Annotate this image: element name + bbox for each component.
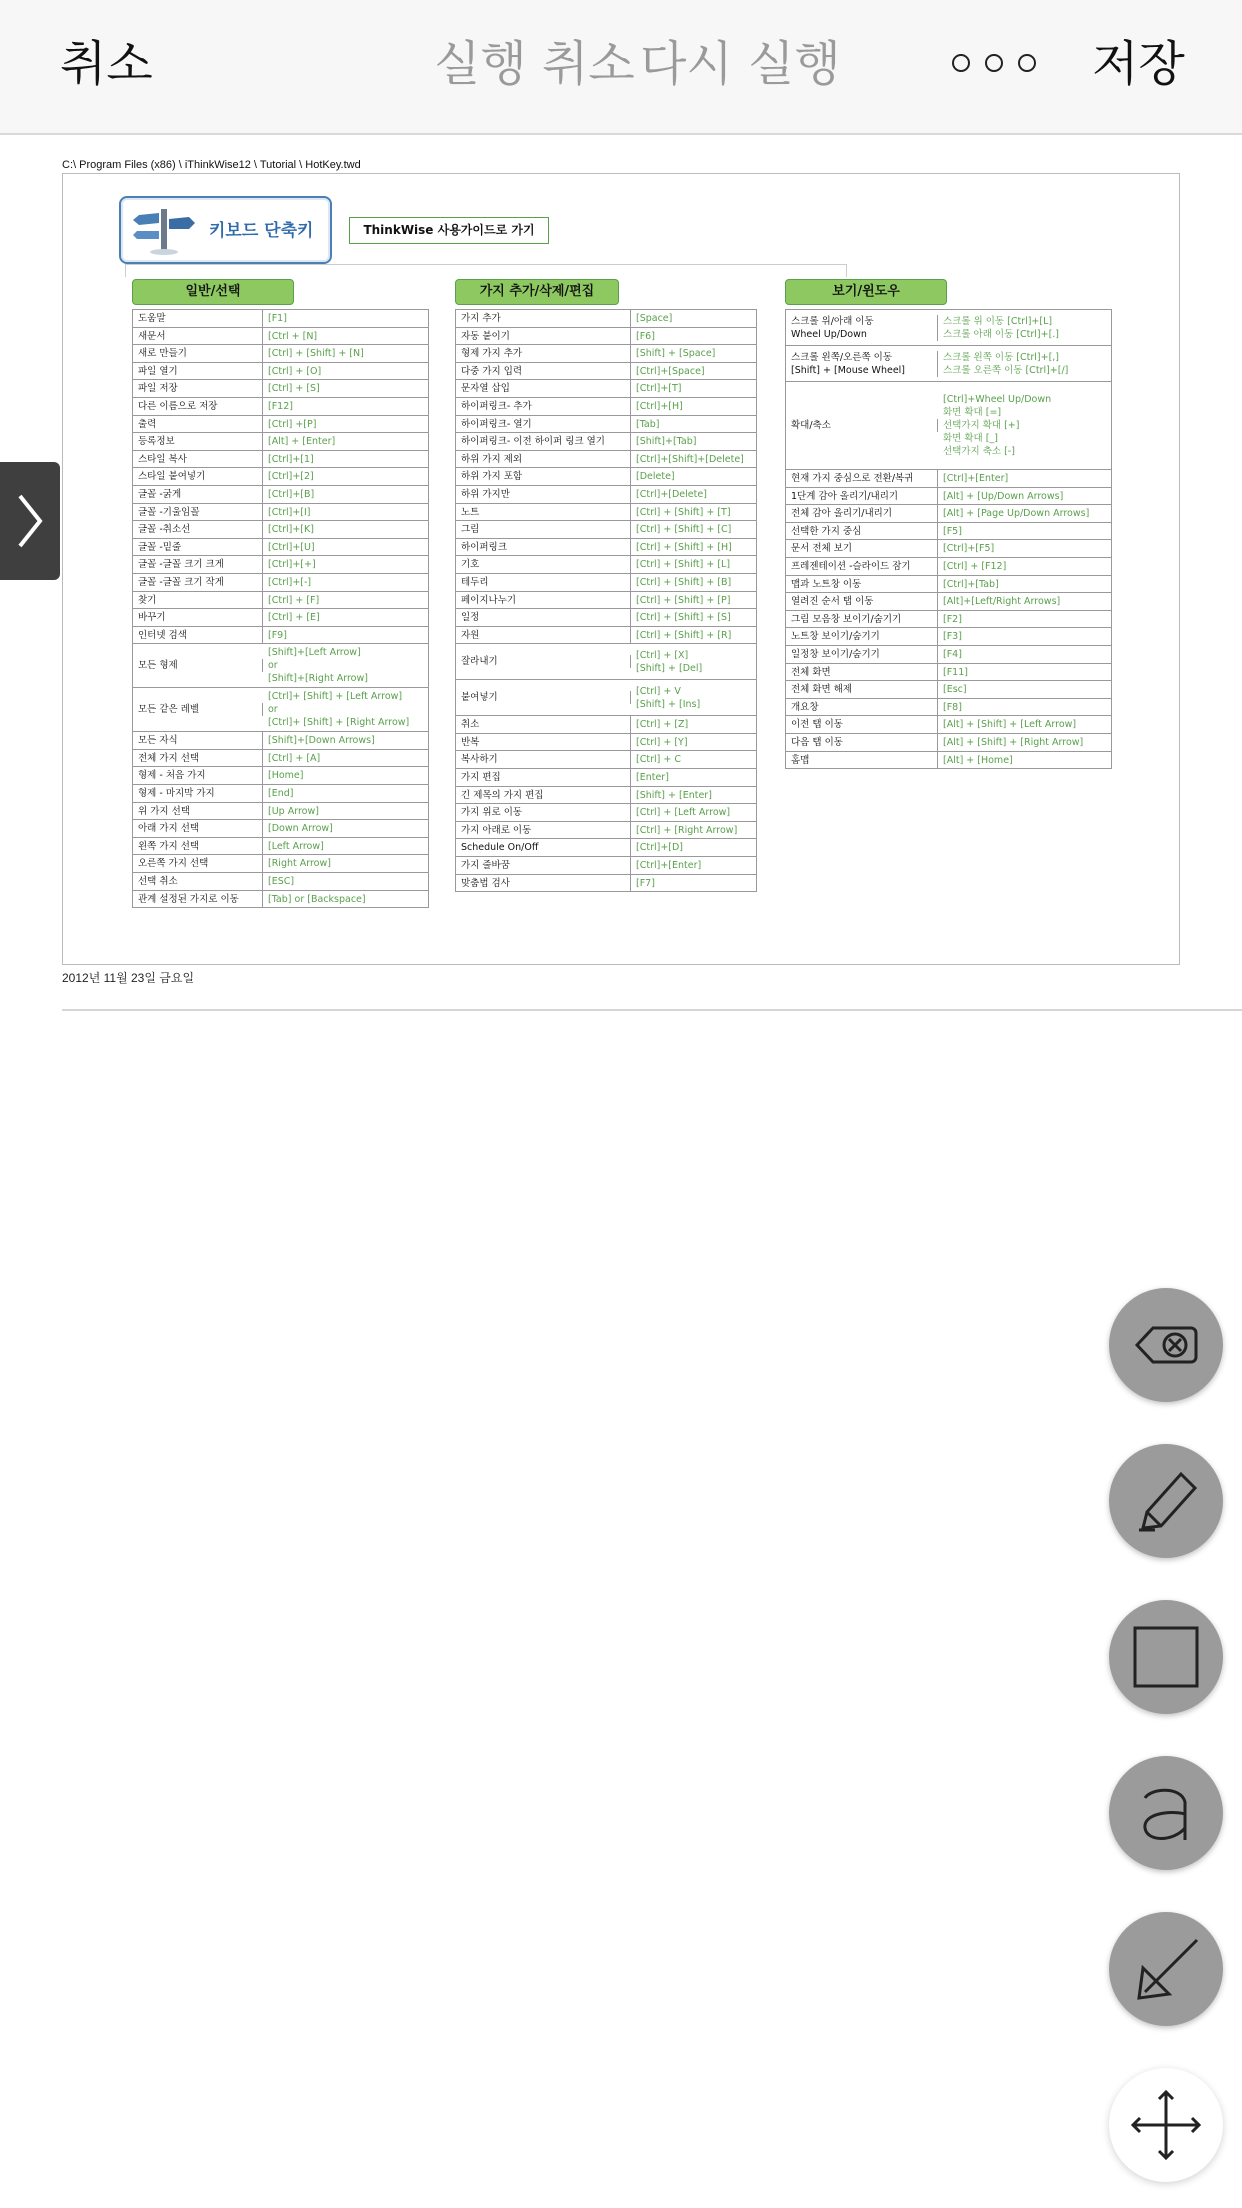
shortcut-keys: [Ctrl] + [E]: [268, 612, 320, 624]
shortcut-keys: [Ctrl] + [X] [Shift] + [Del]: [636, 649, 703, 674]
shortcut-row: [133, 627, 428, 645]
shortcut-keys: [Space]: [636, 313, 673, 324]
shortcut-keys: [Ctrl]+[Shift]+[Delete]: [636, 453, 744, 465]
shortcut-keys: [F11]: [943, 666, 968, 678]
cancel-button[interactable]: 취소: [60, 36, 153, 92]
shortcut-keys: [Alt] + [Home]: [943, 754, 1013, 766]
shortcut-row: [786, 593, 1111, 611]
shortcut-action: 노트: [456, 504, 631, 521]
shortcut-action: 아래 가지 선택: [133, 820, 263, 837]
shortcut-row: [456, 822, 756, 840]
shortcut-action: 찾기: [133, 592, 263, 609]
shortcut-keys: [Tab]: [636, 418, 660, 430]
shortcut-row: [786, 505, 1111, 523]
shortcut-action: 형제 - 처음 가지: [133, 767, 263, 784]
shortcut-action: 오른쪽 가지 선택: [133, 855, 263, 872]
shortcut-action: 개요창: [786, 699, 938, 716]
shortcut-keys: [F5]: [943, 525, 962, 537]
shortcut-keys: [Ctrl]+[U]: [268, 541, 315, 553]
shortcut-action: 관계 설정된 가지로 이동: [133, 891, 263, 908]
shortcut-keys: [Ctrl] + [Shift] + [P]: [636, 594, 731, 606]
shortcut-row: [133, 820, 428, 838]
shortcut-action: 다른 이름으로 저장: [133, 398, 263, 415]
shortcut-action: 그림 모음창 보이기/숨기기: [786, 611, 938, 628]
shortcut-keys: [Alt]+[Left/Right Arrows]: [943, 596, 1061, 608]
shortcut-row: [133, 891, 428, 909]
shortcut-action: 스타일 붙여넣기: [133, 468, 263, 485]
shortcut-keys: [Ctrl] + [Shift] + [R]: [636, 629, 732, 641]
shortcut-keys: [Ctrl]+ [Shift] + [Left Arrow] or [Ctrl]+ [Shift] + [Right Arrow]: [268, 691, 410, 729]
shortcut-action: Schedule On/Off: [456, 839, 631, 856]
shortcut-row: [133, 873, 428, 891]
print-date: 2012년 11월 23일 금요일: [62, 971, 195, 985]
page-divider: [62, 1009, 1242, 1011]
text-button[interactable]: [1109, 1756, 1223, 1870]
shortcut-action: 열려진 순서 탭 이동: [786, 593, 938, 610]
shortcut-action: 파일 열기: [133, 363, 263, 380]
shortcut-action: 일정: [456, 609, 631, 626]
shortcut-keys: [Ctrl] + [O]: [268, 365, 322, 377]
shortcut-row: [133, 328, 428, 346]
shortcut-row: [456, 486, 756, 504]
shortcut-keys: [Ctrl]+Wheel Up/Down 화면 확대 [=] 선택가지 확대 [+] 화면 확대 [_] 선택가지 축소 [-]: [943, 394, 1052, 457]
shortcut-action: 새로 만들기: [133, 345, 263, 362]
shortcut-row: [786, 734, 1111, 752]
shortcut-row: [133, 398, 428, 416]
shortcut-keys: [Ctrl]+[Enter]: [636, 860, 702, 872]
shortcut-keys: [Ctrl] + V [Shift] + [Ins]: [636, 685, 701, 710]
shortcut-keys: [F3]: [943, 631, 962, 643]
shortcut-row: [456, 345, 756, 363]
shortcut-row: [133, 855, 428, 873]
shortcut-action: 이전 탭 이동: [786, 716, 938, 733]
shortcut-keys: [Ctrl + [N]: [268, 330, 318, 342]
document-capture: [62, 155, 1180, 995]
shortcut-row: [133, 767, 428, 785]
shortcut-action: 확대/축소: [786, 419, 938, 432]
shortcut-keys: [Ctrl] + [Shift] + [B]: [636, 576, 732, 588]
shortcut-table: [785, 309, 1112, 769]
shortcut-row: [786, 699, 1111, 717]
shortcut-keys: [Alt] + [Enter]: [268, 436, 336, 448]
rectangle-icon: [1109, 1600, 1223, 1714]
shortcut-keys: [F1]: [268, 313, 287, 324]
shortcut-action: 테두리: [456, 574, 631, 591]
shortcut-keys: [Alt] + [Shift] + [Right Arrow]: [943, 736, 1084, 748]
file-path: C:\ Program Files (x86) \ iThinkWise12 \ Tutorial \ HotKey.twd: [62, 159, 361, 171]
shortcut-action: 인터넷 검색: [133, 627, 263, 644]
shortcut-action: 스크롤 위/아래 이동 Wheel Up/Down: [786, 315, 938, 341]
side-panel-toggle[interactable]: [0, 462, 60, 580]
shortcut-keys: [Ctrl]+[D]: [636, 842, 684, 854]
shortcut-action: 모든 같은 레벨: [133, 703, 263, 716]
shortcut-row: [133, 592, 428, 610]
shortcut-action: 하이퍼링크: [456, 539, 631, 556]
shortcut-row: [786, 752, 1111, 770]
shortcut-row: [456, 363, 756, 381]
shortcut-row: [786, 540, 1111, 558]
column-header: 가지 추가/삭제/편집: [455, 279, 619, 305]
shortcut-action: 하위 가지 포함: [456, 468, 631, 485]
shortcut-action: 바꾸기: [133, 609, 263, 626]
shortcut-action: 다음 탭 이동: [786, 734, 938, 751]
shortcut-keys: [Ctrl]+[K]: [268, 524, 314, 536]
shortcut-keys: [Alt] + [Page Up/Down Arrows]: [943, 508, 1090, 520]
eraser-icon: [1109, 1288, 1223, 1402]
shape-button[interactable]: [1109, 1600, 1223, 1714]
shortcut-keys: [Shift]+[Down Arrows]: [268, 735, 375, 747]
shortcut-row: [456, 416, 756, 434]
shortcut-row: [133, 468, 428, 486]
shortcut-keys: [F6]: [636, 330, 655, 342]
shortcut-keys: [Shift] + [Enter]: [636, 789, 712, 801]
shortcut-row: [133, 688, 428, 732]
shortcut-action: 프레젠테이션 -슬라이드 잠기: [786, 558, 938, 575]
shortcut-action: 맵과 노트창 이동: [786, 576, 938, 593]
shortcut-action: 왼쪽 가지 선택: [133, 838, 263, 855]
shortcut-action: 선택 취소: [133, 873, 263, 890]
shortcut-row: [456, 839, 756, 857]
shortcut-row: [133, 486, 428, 504]
shortcut-row: [456, 556, 756, 574]
shortcut-keys: [Home]: [268, 770, 304, 782]
shortcut-keys: [Alt] + [Shift] + [Left Arrow]: [943, 719, 1077, 731]
guide-link[interactable]: [349, 217, 549, 244]
shortcut-action: 출력: [133, 416, 263, 433]
shortcut-action: 전체 가지 선택: [133, 750, 263, 767]
shortcut-keys: [Ctrl]+[+]: [268, 559, 316, 571]
logo-title: 키보드 단축키: [209, 221, 314, 241]
shortcut-action: 잘라내기: [456, 655, 631, 668]
shortcut-action: 가지 줄바꿈: [456, 857, 631, 874]
shortcut-keys: [F8]: [943, 701, 962, 713]
shortcut-keys: [Ctrl] + [S]: [268, 383, 320, 395]
shortcut-row: [786, 558, 1111, 576]
shortcut-keys: [Ctrl] + [Shift] + [T]: [636, 506, 731, 518]
shortcut-keys: [F2]: [943, 613, 962, 625]
shortcut-action: 기호: [456, 556, 631, 573]
shortcut-row: [786, 488, 1111, 506]
shortcut-action: 모든 형제: [133, 659, 263, 672]
shortcut-action: 자원: [456, 627, 631, 644]
shortcut-row: [133, 803, 428, 821]
shortcut-row: [133, 416, 428, 434]
shortcut-row: [786, 628, 1111, 646]
shortcut-row: [133, 750, 428, 768]
shortcut-action: 가지 추가: [456, 310, 631, 327]
shortcut-action: 문서 전체 보기: [786, 540, 938, 557]
shortcut-row: [456, 433, 756, 451]
shortcut-row: [133, 380, 428, 398]
shortcut-action: 노트창 보이기/숨기기: [786, 628, 938, 645]
shortcut-row: [456, 592, 756, 610]
shortcut-action: 긴 제목의 가지 편집: [456, 787, 631, 804]
pen-icon: [1109, 1444, 1223, 1558]
shortcut-table: [132, 309, 429, 908]
shortcut-keys: [Ctrl]+[2]: [268, 471, 314, 483]
shortcut-row: [786, 716, 1111, 734]
shortcut-keys: [Ctrl] + [Z]: [636, 719, 689, 731]
shortcut-action: 페이지나누기: [456, 592, 631, 609]
shortcut-keys: [Ctrl] + [Shift] + [S]: [636, 612, 731, 624]
shortcut-row: [786, 346, 1111, 382]
shortcut-keys: [Ctrl]+[F5]: [943, 543, 995, 555]
shortcut-row: [456, 716, 756, 734]
shortcut-keys: [Ctrl] + [Left Arrow]: [636, 807, 731, 819]
shortcut-keys: [Ctrl] +[P]: [268, 418, 317, 430]
text-icon: [1109, 1756, 1223, 1870]
shortcut-action: 현재 가지 중심으로 전환/복귀: [786, 470, 938, 487]
shortcut-action: 형제 가지 추가: [456, 345, 631, 362]
redo-button[interactable]: 다시 실행: [640, 36, 841, 92]
shortcut-action: 위 가지 선택: [133, 803, 263, 820]
shortcut-action: 모든 자식: [133, 732, 263, 749]
shortcut-keys: [Ctrl]+[Enter]: [943, 473, 1009, 484]
shortcut-keys: [Ctrl]+[B]: [268, 488, 315, 500]
keyboard-shortcuts-logo: [119, 196, 332, 264]
shortcut-row: [133, 644, 428, 688]
shortcut-row: [786, 681, 1111, 699]
shortcut-action: 하위 가지 제외: [456, 451, 631, 468]
shortcut-row: [133, 504, 428, 522]
shortcut-row: [786, 576, 1111, 594]
shortcut-row: [786, 664, 1111, 682]
shortcut-row: [456, 451, 756, 469]
shortcut-action: 전체 화면 해제: [786, 681, 938, 698]
shortcut-row: [456, 751, 756, 769]
shortcut-row: [786, 382, 1111, 470]
shortcut-action: 글꼴 -취소선: [133, 521, 263, 538]
shortcut-row: [133, 310, 428, 328]
shortcut-row: [133, 838, 428, 856]
signpost-icon: [133, 205, 195, 255]
shortcut-row: [786, 611, 1111, 629]
shortcut-keys: [Ctrl] + [Y]: [636, 736, 688, 748]
shortcut-action: 글꼴 -굵게: [133, 486, 263, 503]
shortcut-keys: [Shift] + [Space]: [636, 348, 716, 360]
shortcut-row: [456, 734, 756, 752]
shortcut-keys: [Ctrl] + [Shift] + [N]: [268, 348, 364, 360]
shortcut-keys: [Ctrl] + [Shift] + [H]: [636, 541, 732, 553]
shortcut-keys: [F4]: [943, 648, 962, 660]
shortcut-action: 글꼴 -글꼴 크기 크게: [133, 556, 263, 573]
shortcut-row: [456, 680, 756, 716]
shortcut-row: [456, 398, 756, 416]
shortcut-action: 등록정보: [133, 433, 263, 450]
shortcut-row: [133, 451, 428, 469]
shortcut-keys: [Enter]: [636, 772, 669, 784]
move-icon: [1109, 2068, 1223, 2182]
shortcut-keys: [Esc]: [943, 684, 967, 696]
shortcut-row: [133, 433, 428, 451]
shortcut-keys: [Ctrl]+[Tab]: [943, 578, 999, 590]
shortcut-keys: [F12]: [268, 400, 293, 412]
shortcut-keys: [Shift]+[Left Arrow] or [Shift]+[Right Arrow]: [268, 647, 368, 685]
shortcut-keys: [Ctrl] + [Shift] + [C]: [636, 524, 732, 536]
shortcut-keys: [Right Arrow]: [268, 858, 331, 870]
shortcut-keys: [Ctrl] + [A]: [268, 752, 321, 764]
shortcut-keys: [Up Arrow]: [268, 805, 319, 817]
shortcut-keys: [Ctrl]+[H]: [636, 400, 683, 412]
shortcut-row: [456, 875, 756, 893]
arrow-button[interactable]: [1109, 1912, 1223, 2026]
shortcut-action: 글꼴 -밑줄: [133, 539, 263, 556]
shortcut-action: 전체 감아 올리기/내리기: [786, 505, 938, 522]
shortcut-action: 글꼴 -글꼴 크기 작게: [133, 574, 263, 591]
shortcut-keys: 스크롤 왼쪽 이동 [Ctrl]+[,] 스크롤 오른쪽 이동 [Ctrl]+[/]: [943, 351, 1069, 376]
shortcut-row: [456, 468, 756, 486]
shortcut-keys: [Ctrl]+[T]: [636, 383, 682, 395]
shortcut-keys: 스크롤 위 이동 [Ctrl]+[L] 스크롤 아래 이동 [Ctrl]+[.]: [943, 315, 1060, 340]
shortcut-row: [786, 470, 1111, 488]
shortcut-row: [786, 523, 1111, 541]
shortcut-action: 그림: [456, 521, 631, 538]
chevron-right-icon: [0, 462, 60, 580]
shortcut-action: 선택한 가지 중심: [786, 523, 938, 540]
save-button[interactable]: 저장: [1092, 36, 1185, 92]
shortcut-action: 하이퍼링크- 이전 하이퍼 링크 열기: [456, 433, 631, 450]
shortcut-action: 자동 붙이기: [456, 328, 631, 345]
shortcut-action: 다중 가지 입력: [456, 363, 631, 380]
shortcut-row: [786, 646, 1111, 664]
undo-button[interactable]: 실행 취소: [434, 36, 635, 92]
shortcut-action: 스타일 복사: [133, 451, 263, 468]
shortcut-keys: [Ctrl] + [F]: [268, 594, 320, 606]
shortcut-keys: [F7]: [636, 877, 655, 889]
shortcut-keys: [Ctrl]+[Space]: [636, 365, 705, 377]
top-toolbar: [0, 0, 1242, 135]
shortcut-action: 새문서: [133, 328, 263, 345]
column-header: 보기/윈도우: [785, 279, 947, 305]
shortcut-row: [456, 769, 756, 787]
shortcut-row: [456, 310, 756, 328]
shortcut-action: 스크롤 왼쪽/오른쪽 이동 [Shift] + [Mouse Wheel]: [786, 351, 938, 377]
shortcut-keys: [Ctrl] + C: [636, 754, 681, 766]
shortcut-action: 홈맵: [786, 752, 938, 769]
shortcut-action: 문자열 삽입: [456, 380, 631, 397]
shortcut-row: [456, 857, 756, 875]
shortcut-row: [456, 539, 756, 557]
shortcut-keys: [Ctrl]+[Delete]: [636, 488, 707, 500]
shortcut-action: 복사하기: [456, 751, 631, 768]
shortcut-action: 일정창 보이기/숨기기: [786, 646, 938, 663]
shortcut-row: [133, 363, 428, 381]
shortcut-keys: [Delete]: [636, 471, 675, 483]
shortcut-keys: [Alt] + [Up/Down Arrows]: [943, 490, 1064, 502]
pen-button[interactable]: [1109, 1444, 1223, 1558]
shortcut-action: 맞춤법 검사: [456, 875, 631, 892]
shortcut-row: [133, 556, 428, 574]
shortcut-keys: [Ctrl]+[-]: [268, 576, 312, 588]
move-button[interactable]: [1109, 2068, 1223, 2182]
shortcut-action: 반복: [456, 734, 631, 751]
shortcut-row: [133, 345, 428, 363]
shortcut-row: [133, 732, 428, 750]
shortcut-keys: [Down Arrow]: [268, 823, 333, 835]
shortcut-keys: [F9]: [268, 629, 287, 641]
more-options-icon[interactable]: [952, 48, 1036, 78]
shortcut-keys: [Ctrl] + [Shift] + [L]: [636, 559, 731, 571]
shortcut-action: 하위 가지만: [456, 486, 631, 503]
shortcut-action: 하이퍼링크- 열기: [456, 416, 631, 433]
shortcut-keys: [Tab] or [Backspace]: [268, 893, 366, 905]
eraser-button[interactable]: [1109, 1288, 1223, 1402]
shortcut-row: [456, 574, 756, 592]
shortcut-action: 붙여넣기: [456, 691, 631, 704]
shortcut-action: 형제 - 마지막 가지: [133, 785, 263, 802]
shortcut-action: 가지 아래로 이동: [456, 822, 631, 839]
shortcut-row: [133, 521, 428, 539]
shortcut-row: [456, 644, 756, 680]
shortcut-keys: [Ctrl] + [F12]: [943, 560, 1007, 572]
shortcut-keys: [Left Arrow]: [268, 840, 324, 852]
shortcut-keys: [Shift]+[Tab]: [636, 436, 697, 448]
guide-link-label: ThinkWise 사용가이드로 가기: [363, 223, 535, 237]
shortcut-row: [456, 787, 756, 805]
shortcut-row: [786, 310, 1111, 346]
shortcut-row: [133, 609, 428, 627]
shortcut-keys: [ESC]: [268, 876, 295, 888]
connector-line: [125, 264, 847, 277]
shortcut-action: 취소: [456, 716, 631, 733]
shortcut-row: [133, 574, 428, 592]
shortcut-action: 글꼴 -기울임꼴: [133, 504, 263, 521]
shortcut-row: [456, 380, 756, 398]
shortcut-action: 가지 위로 이동: [456, 804, 631, 821]
document-frame: [62, 173, 1180, 965]
shortcut-row: [456, 521, 756, 539]
shortcut-keys: [Ctrl] + [Right Arrow]: [636, 824, 738, 836]
shortcut-row: [456, 804, 756, 822]
shortcut-row: [456, 627, 756, 645]
shortcut-row: [456, 328, 756, 346]
shortcut-table: [455, 309, 757, 892]
shortcut-row: [133, 785, 428, 803]
shortcut-keys: [Ctrl]+[I]: [268, 506, 311, 518]
arrow-icon: [1109, 1912, 1223, 2026]
column-header: 일반/선택: [132, 279, 294, 305]
shortcut-row: [456, 504, 756, 522]
shortcut-row: [456, 609, 756, 627]
shortcut-action: 도움말: [133, 310, 263, 327]
shortcut-action: 하이퍼링크- 추가: [456, 398, 631, 415]
shortcut-keys: [End]: [268, 788, 294, 800]
shortcut-action: 가지 편집: [456, 769, 631, 786]
shortcut-action: 전체 화면: [786, 664, 938, 681]
shortcut-keys: [Ctrl]+[1]: [268, 453, 314, 465]
shortcut-row: [133, 539, 428, 557]
shortcut-action: 1단계 감아 올리기/내리기: [786, 488, 938, 505]
shortcut-action: 파일 저장: [133, 380, 263, 397]
